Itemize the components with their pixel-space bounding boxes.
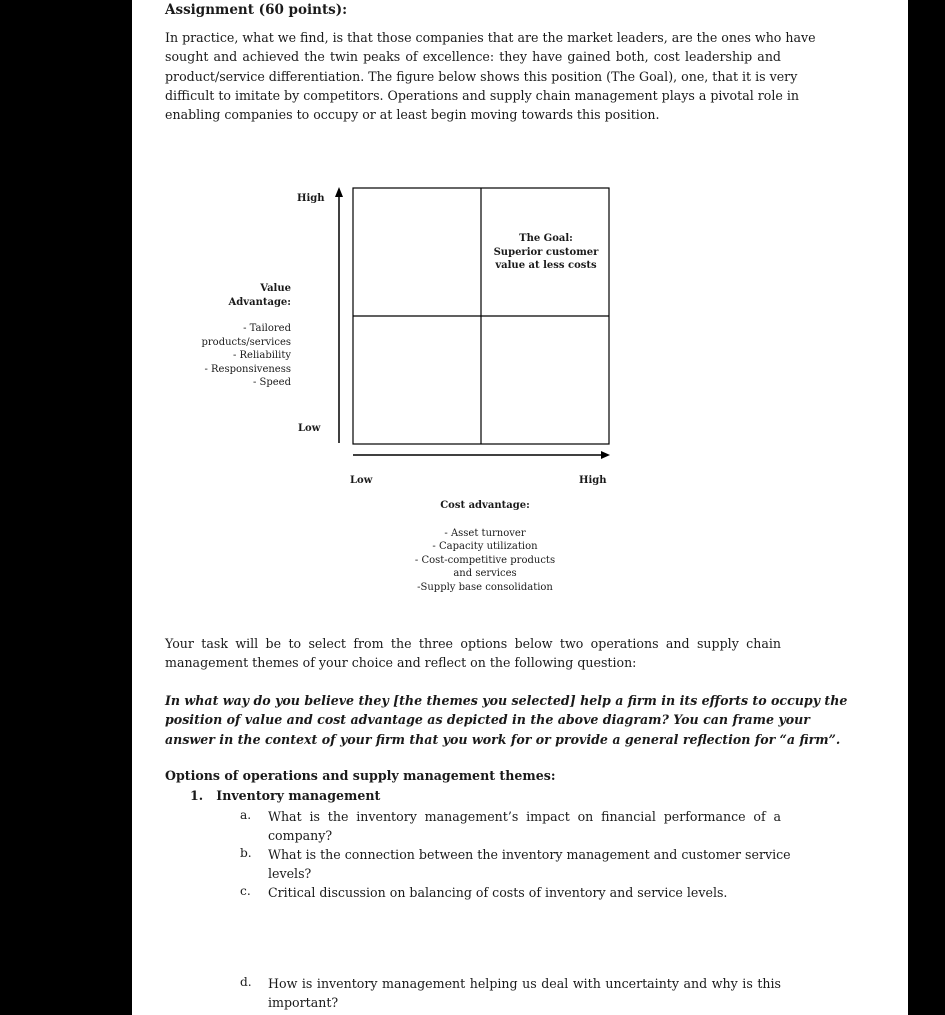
value-advantage-list <box>152 322 291 390</box>
cost-item: - Capacity utilization <box>432 541 538 553</box>
y-axis-arrow-icon <box>335 187 343 197</box>
sub-question-letter: a. <box>240 808 252 822</box>
document-page <box>132 0 908 1015</box>
intro-line: In practice, what we find, is that those companies that are the market leaders, are the ones who have <box>165 30 816 45</box>
task-line: management themes of your choice and reflect on the following question: <box>165 655 637 671</box>
intro-paragraph <box>165 28 816 124</box>
sub-question-line: Critical discussion on balancing of costs of inventory and service levels. <box>268 885 728 900</box>
y-low-label: Low <box>298 423 321 434</box>
sub-question-letter: b. <box>240 846 252 860</box>
sub-question-line: How is inventory management helping us deal with uncertainty and why is this <box>268 976 781 991</box>
goal-quadrant-label <box>483 232 609 273</box>
task-line: Your task will be to select from the three options below two operations and supply chain <box>165 636 781 651</box>
sub-question-d <box>268 974 781 1012</box>
x-axis-arrow-icon <box>601 451 610 459</box>
x-low-label: Low <box>350 475 373 486</box>
goal-line: The Goal: <box>519 233 573 244</box>
cost-item: and services <box>453 568 517 580</box>
value-item: - Responsiveness <box>204 363 291 375</box>
options-title: Options of operations and supply management themes: <box>165 768 556 783</box>
cost-item: - Asset turnover <box>444 528 526 539</box>
assignment-heading: Assignment (60 points): <box>165 2 348 18</box>
question-line: In what way do you believe they [the themes you selected] help a firm in its efforts to occupy the <box>165 693 848 708</box>
value-cost-diagram <box>132 180 908 600</box>
value-advantage-title <box>172 282 291 309</box>
value-title-line: Advantage: <box>228 296 291 308</box>
sub-question-letter: c. <box>240 884 251 898</box>
goal-line: value at less costs <box>495 260 597 271</box>
sub-question-line: levels? <box>268 866 312 881</box>
value-item: products/services <box>201 336 291 348</box>
x-high-label: High <box>579 475 607 486</box>
task-paragraph <box>165 634 781 673</box>
sub-question-c <box>268 883 781 902</box>
sub-question-a <box>268 807 781 845</box>
option-inventory-management: 1. Inventory management <box>190 788 381 803</box>
value-item: - Speed <box>252 377 291 388</box>
value-item: - Reliability <box>232 350 291 361</box>
intro-line: enabling companies to occupy or at least begin moving towards this position. <box>165 107 660 123</box>
sub-question-line: What is the connection between the inventory management and customer service <box>268 847 791 862</box>
intro-line: difficult to imitate by competitors. Operations and supply chain management plays a pivotal role in <box>165 87 799 103</box>
question-line: answer in the context of your firm that you work for or provide a general reflection for “a firm”. <box>165 731 841 747</box>
value-item: - Tailored <box>243 323 291 334</box>
sub-question-letter: d. <box>240 975 252 989</box>
intro-line: product/service differentiation. The figure below shows this position (The Goal), one, that it is very <box>165 68 798 84</box>
cost-item: -Supply base consolidation <box>417 581 553 593</box>
value-title-line: Value <box>260 283 291 294</box>
sub-question-line: What is the inventory management’s impact on financial performance of a <box>268 809 781 824</box>
sub-question-b <box>268 845 791 883</box>
reflection-question <box>165 691 848 749</box>
intro-line: sought and achieved the twin peaks of excellence: they have gained both, cost leadership and <box>165 49 781 65</box>
question-line: position of value and cost advantage as depicted in the above diagram? You can frame your <box>165 712 810 728</box>
cost-advantage-list <box>385 527 585 594</box>
goal-line: Superior customer <box>493 246 599 258</box>
sub-question-line: important? <box>268 995 339 1010</box>
sub-question-line: company? <box>268 828 333 843</box>
y-high-label: High <box>297 193 325 204</box>
cost-advantage-title: Cost advantage: <box>440 500 530 511</box>
cost-item: - Cost-competitive products <box>414 554 556 566</box>
